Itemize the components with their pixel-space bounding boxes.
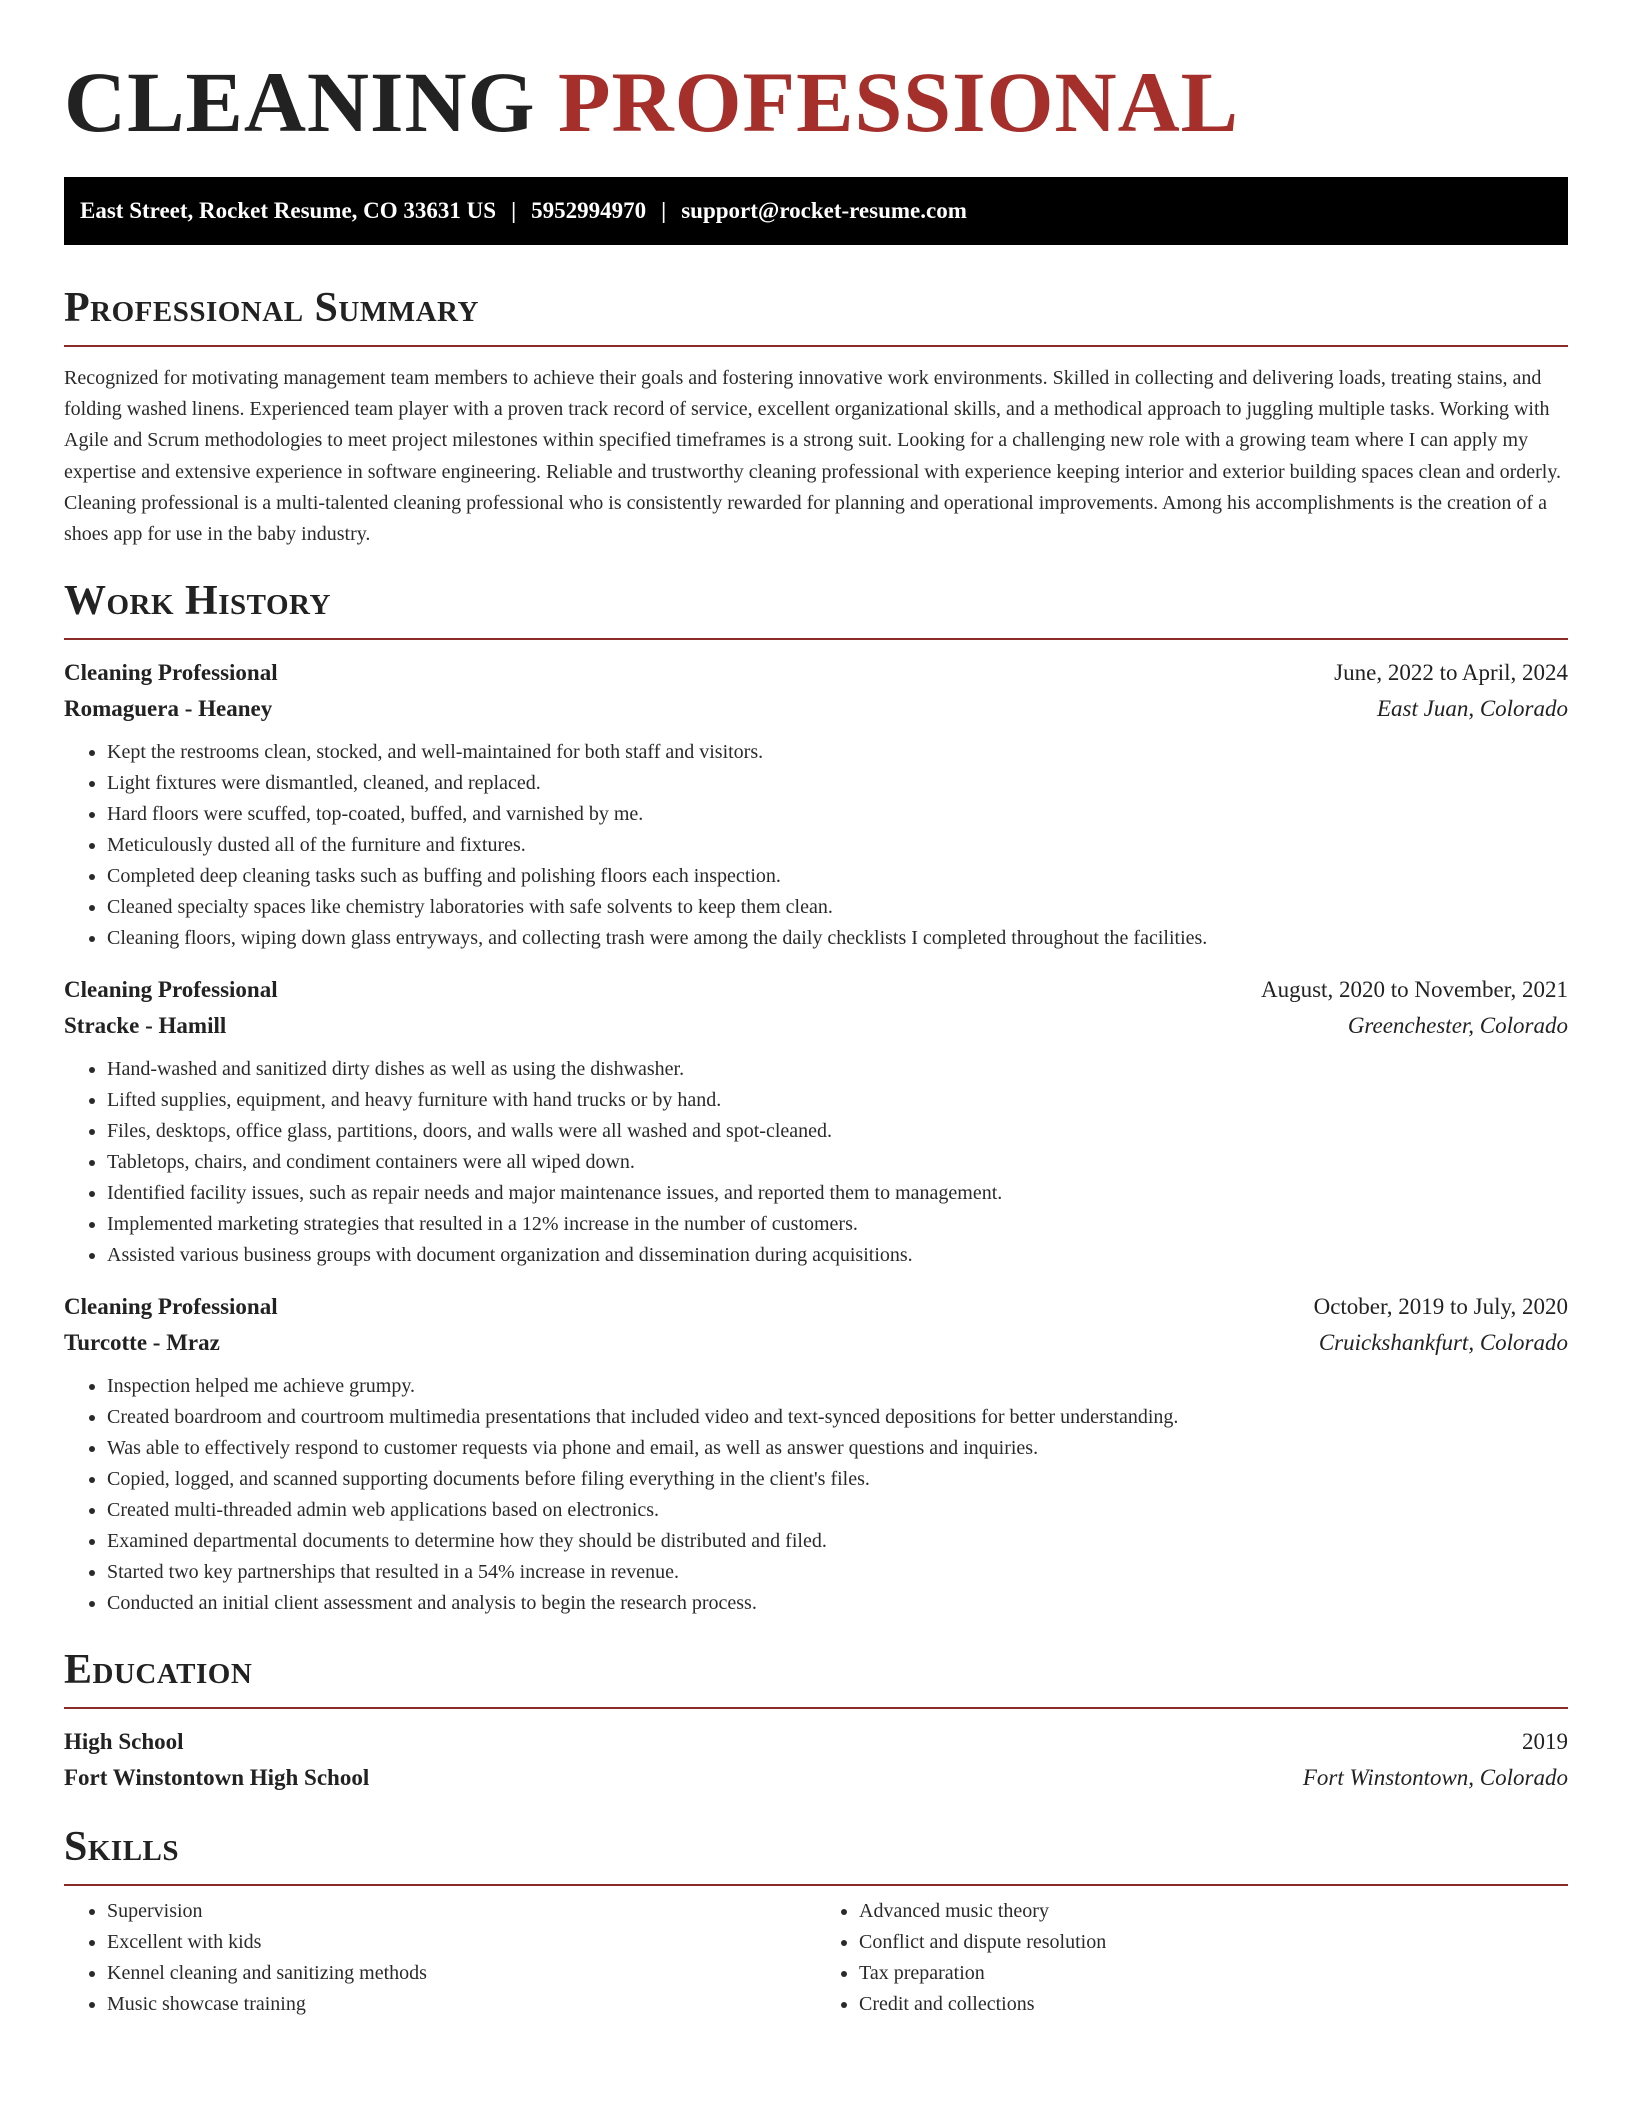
list-item: • Was able to effectively respond to customer requests via phone and email, as well as answer questions and inquiries. (107, 1433, 1568, 1464)
list-item: • Hand-washed and sanitized dirty dishes as well as using the dishwasher. (107, 1054, 1568, 1085)
skill-item: • Credit and collections (859, 1989, 1568, 2020)
name-last: PROFESSIONAL (558, 54, 1240, 150)
contact-address: East Street, Rocket Resume, CO 33631 US (80, 198, 497, 223)
education-entry (64, 1724, 1568, 1796)
skill-item: • Music showcase training (107, 1989, 816, 2020)
section-title-summary: Professional Summary (64, 285, 479, 331)
education-year: 2019 (1522, 1729, 1568, 1755)
job-dates: August, 2020 to November, 2021 (1261, 977, 1568, 1003)
name-first: CLEANING (64, 54, 536, 150)
list-item: • Examined departmental documents to determine how they should be distributed and filed. (107, 1526, 1568, 1557)
job-location: Cruickshankfurt, Colorado (1318, 1330, 1568, 1356)
skill-item: • Excellent with kids (107, 1927, 816, 1958)
skills-list-left (64, 1896, 816, 2020)
skill-item: • Advanced music theory (859, 1896, 1568, 1927)
job-entry (64, 972, 1568, 1271)
job-company: Stracke - Hamill (64, 1013, 227, 1039)
contact-email: support@rocket-resume.com (681, 198, 967, 223)
education-location: Fort Winstontown, Colorado (1302, 1765, 1568, 1791)
skill-item: • Kennel cleaning and sanitizing methods (107, 1958, 816, 1989)
list-item: • Implemented marketing strategies that resulted in a 12% increase in the number of customers. (107, 1209, 1568, 1240)
education-degree: High School (64, 1729, 184, 1755)
section-divider (64, 1707, 1568, 1709)
contact-separator: | (511, 198, 517, 223)
job-dates: June, 2022 to April, 2024 (1334, 660, 1568, 686)
list-item: • Inspection helped me achieve grumpy. (107, 1371, 1568, 1402)
list-item: • Assisted various business groups with document organization and dissemination during acquisitions. (107, 1240, 1568, 1271)
work-section (64, 576, 1568, 1619)
job-company: Turcotte - Mraz (64, 1330, 220, 1356)
job-bullets (64, 737, 1568, 954)
list-item: • Tabletops, chairs, and condiment containers were all wiped down. (107, 1147, 1568, 1178)
job-location: East Juan, Colorado (1376, 696, 1568, 722)
list-item: • Lifted supplies, equipment, and heavy furniture with hand trucks or by hand. (107, 1085, 1568, 1116)
list-item: • Copied, logged, and scanned supporting documents before filing everything in the client's files. (107, 1464, 1568, 1495)
job-bullets (64, 1371, 1568, 1619)
list-item: • Created boardroom and courtroom multimedia presentations that included video and text-synced depositions for better understanding. (107, 1402, 1568, 1433)
education-school: Fort Winstontown High School (64, 1765, 370, 1791)
list-item: • Meticulously dusted all of the furniture and fixtures. (107, 830, 1568, 861)
section-title-education: Education (64, 1647, 253, 1694)
summary-section (64, 283, 1568, 550)
list-item: • Files, desktops, office glass, partitions, doors, and walls were all washed and spot-cleaned. (107, 1116, 1568, 1147)
job-dates: October, 2019 to July, 2020 (1313, 1294, 1568, 1320)
section-divider (64, 345, 1568, 347)
contact-separator: | (661, 198, 667, 223)
list-item: • Hard floors were scuffed, top-coated, buffed, and varnished by me. (107, 799, 1568, 830)
job-location: Greenchester, Colorado (1347, 1013, 1568, 1039)
job-entry (64, 1289, 1568, 1619)
list-item: • Conducted an initial client assessment and analysis to begin the research process. (107, 1588, 1568, 1619)
skills-section (64, 1822, 1568, 2020)
section-divider (64, 638, 1568, 640)
contact-phone: 5952994970 (531, 198, 647, 223)
list-item: • Created multi-threaded admin web applications based on electronics. (107, 1495, 1568, 1526)
section-divider (64, 1884, 1568, 1886)
job-title: Cleaning Professional (64, 977, 278, 1003)
job-bullets (64, 1054, 1568, 1271)
list-item: • Started two key partnerships that resulted in a 54% increase in revenue. (107, 1557, 1568, 1588)
list-item: • Cleaning floors, wiping down glass entryways, and collecting trash were among the daily checklists I completed throughout the facilities. (107, 923, 1568, 954)
list-item: • Cleaned specialty spaces like chemistry laboratories with safe solvents to keep them clean. (107, 892, 1568, 923)
job-title: Cleaning Professional (64, 1294, 278, 1320)
job-company: Romaguera - Heaney (64, 696, 273, 722)
list-item: • Identified facility issues, such as repair needs and major maintenance issues, and reported them to management. (107, 1178, 1568, 1209)
skills-list-right (816, 1896, 1568, 2020)
list-item: • Completed deep cleaning tasks such as buffing and polishing floors each inspection. (107, 861, 1568, 892)
section-title-skills: Skills (64, 1824, 180, 1871)
skills-grid (64, 1896, 1568, 2020)
contact-bar (64, 177, 1568, 245)
skill-item: • Tax preparation (859, 1958, 1568, 1989)
job-entry (64, 655, 1568, 954)
job-title: Cleaning Professional (64, 660, 278, 686)
education-section (64, 1645, 1568, 1796)
list-item: • Light fixtures were dismantled, cleaned, and replaced. (107, 768, 1568, 799)
resume-name (64, 0, 1568, 152)
summary-text: Recognized for motivating management team members to achieve their goals and fostering innovative work environments. Skilled in collecting and delivering loads, treating stains, and folding washed linens. Experienced team player with a proven track record of service, excellent organizational skills, and a methodical approach to juggling multiple tasks. Working with Agile and Scrum methodologies to meet project milestones within specified timeframes is a strong suit. Looking for a challenging new role with a growing team where I can apply my expertise and extensive experience in software engineering. Reliable and trustworthy cleaning professional with experience keeping interior and exterior building spaces clean and orderly. Cleaning professional is a multi-talented cleaning professional who is consistently rewarded for planning and operational improvements. Among his accomplishments is the creation of a shoes app for use in the baby industry. (64, 367, 1562, 546)
skill-item: • Supervision (107, 1896, 816, 1927)
skill-item: • Conflict and dispute resolution (859, 1927, 1568, 1958)
section-title-work: Work History (64, 578, 331, 625)
list-item: • Kept the restrooms clean, stocked, and well-maintained for both staff and visitors. (107, 737, 1568, 768)
